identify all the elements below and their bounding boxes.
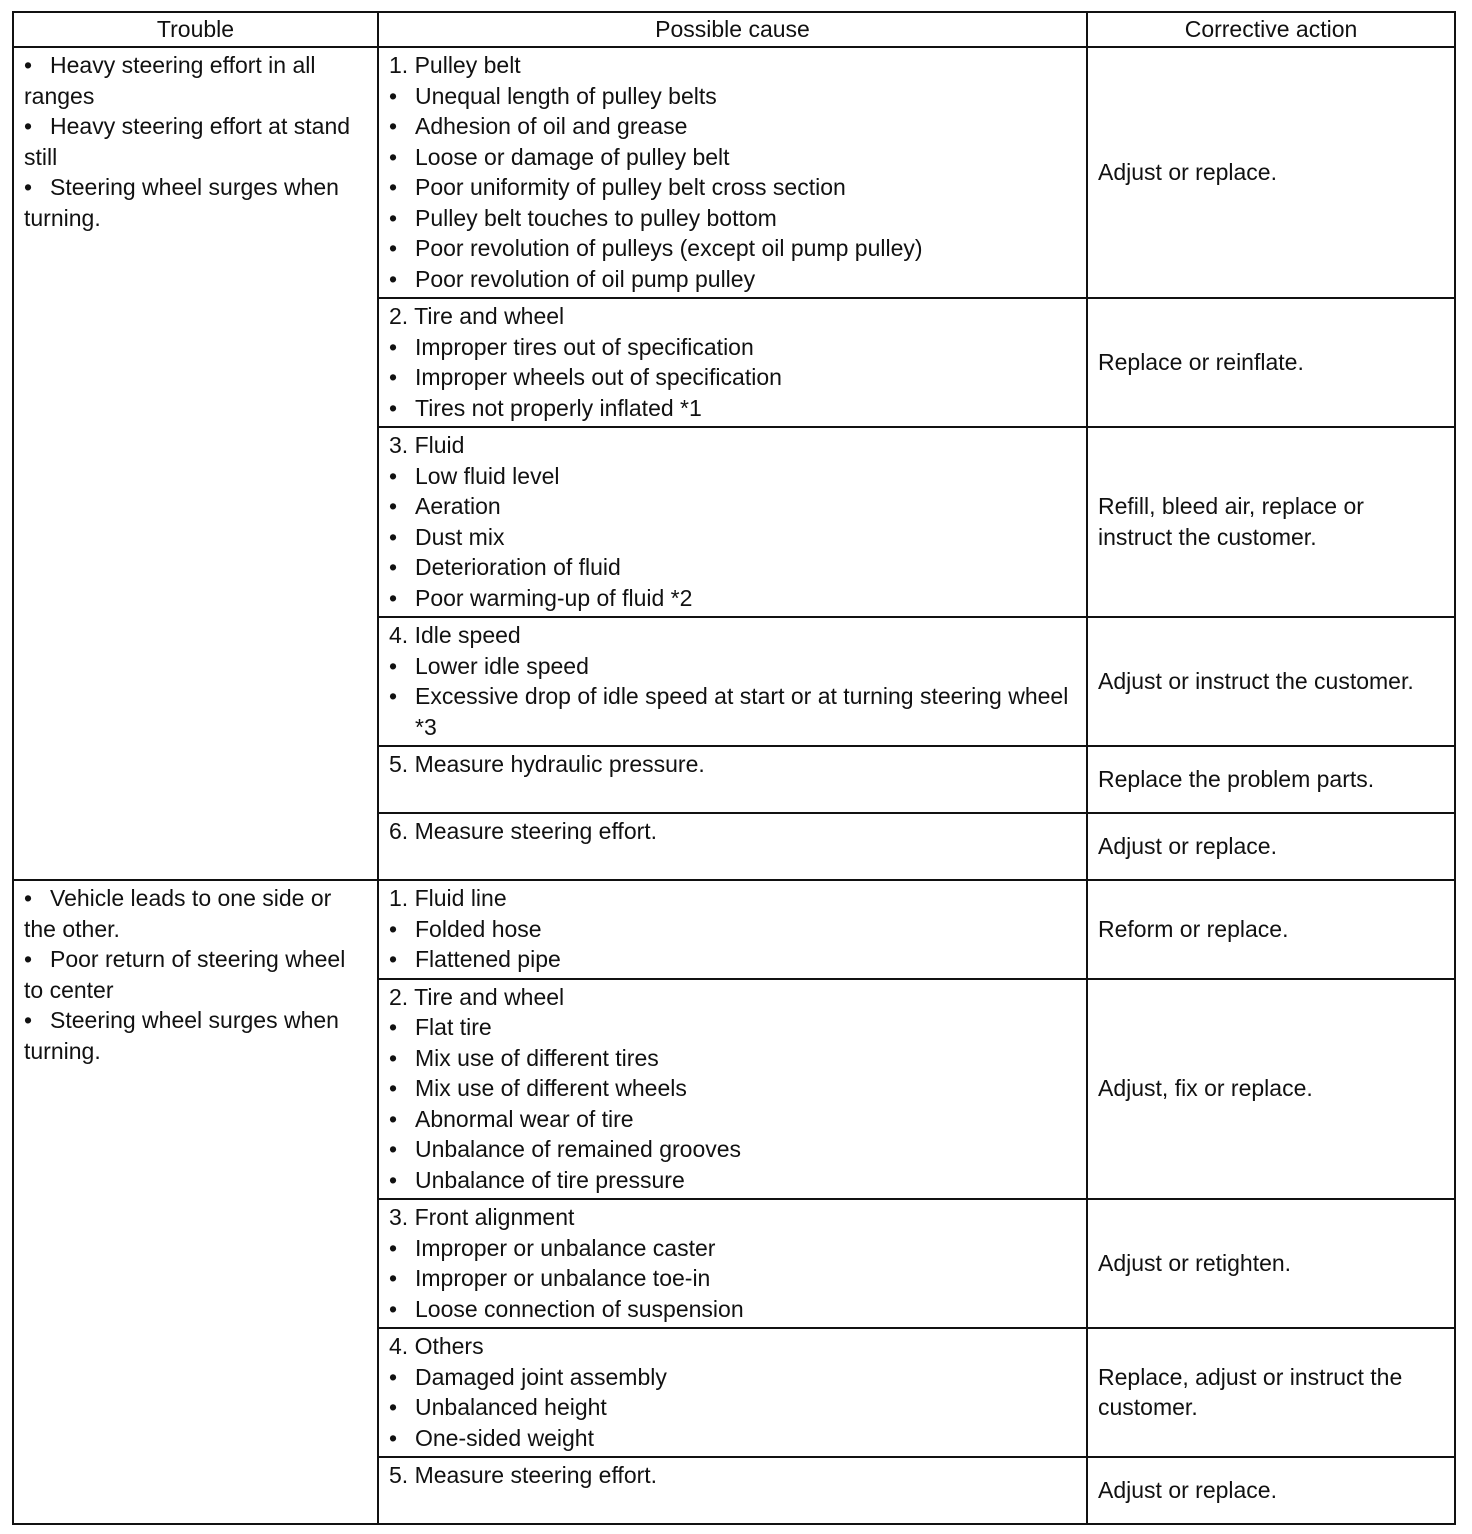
cause-item	[389, 1423, 1076, 1454]
cause-item	[389, 1012, 1076, 1043]
trouble-item	[24, 883, 367, 944]
cause-item	[389, 522, 1076, 553]
cause-item-text: Unbalance of tire pressure	[415, 1166, 685, 1193]
cause-item	[389, 1233, 1076, 1264]
corrective-action-cell: Replace the problem parts.	[1087, 746, 1455, 813]
bullet-icon: •	[389, 235, 398, 261]
cause-item-text: Poor revolution of pulleys (except oil pump pulley)	[415, 235, 923, 261]
cause-item	[389, 332, 1076, 363]
trouble-text: Steering wheel surges when turning.	[24, 174, 339, 231]
cause-item-text: Abnormal wear of tire	[415, 1105, 634, 1132]
bullet-icon: •	[24, 52, 33, 78]
cause-item-text: Unbalanced height	[415, 1394, 607, 1420]
cause-title: 3. Fluid	[389, 432, 465, 458]
bullet-icon: •	[389, 1234, 398, 1261]
cause-item	[389, 1294, 1076, 1325]
bullet-icon: •	[24, 946, 33, 972]
possible-cause-cell	[378, 1199, 1087, 1328]
trouble-item	[24, 1005, 367, 1066]
cause-item-text: Aeration	[415, 493, 501, 519]
cause-title: 3. Front alignment	[389, 1204, 575, 1230]
bullet-icon: •	[389, 683, 398, 709]
cause-item	[389, 1043, 1076, 1074]
cause-item-text: Tires not properly inflated *1	[415, 394, 702, 421]
trouble-cell	[13, 880, 378, 1524]
cause-item-text: Dust mix	[415, 523, 505, 550]
bullet-icon: •	[389, 462, 398, 489]
bullet-icon: •	[389, 1136, 398, 1162]
cause-item-text: Loose connection of suspension	[415, 1295, 744, 1322]
cause-item	[389, 362, 1076, 393]
bullet-icon: •	[389, 584, 398, 611]
corrective-action-cell: Adjust or replace.	[1087, 1457, 1455, 1524]
header-corrective-action: Corrective action	[1087, 12, 1455, 47]
header-row	[13, 12, 1455, 47]
cause-item-text: One-sided weight	[415, 1424, 594, 1451]
possible-cause-cell	[378, 979, 1087, 1200]
bullet-icon: •	[389, 1075, 398, 1101]
possible-cause-cell	[378, 427, 1087, 617]
trouble-text: Steering wheel surges when turning.	[24, 1007, 339, 1064]
cause-title: 1. Pulley belt	[389, 52, 521, 78]
cause-item	[389, 681, 1076, 742]
bullet-icon: •	[389, 1394, 398, 1420]
bullet-icon: •	[389, 394, 398, 421]
cause-item-text: Poor warming-up of fluid *2	[415, 584, 693, 611]
cause-item	[389, 1392, 1076, 1423]
corrective-action-cell: Replace or reinflate.	[1087, 298, 1455, 427]
cause-title: 4. Others	[389, 1333, 484, 1359]
cause-item-text: Folded hose	[415, 915, 542, 942]
cause-title: 5. Measure steering effort.	[389, 1462, 658, 1488]
cause-item-text: Improper or unbalance caster	[415, 1234, 716, 1261]
cause-item	[389, 203, 1076, 234]
bullet-icon: •	[389, 1363, 398, 1390]
cause-item	[389, 233, 1076, 264]
cause-item-text: Pulley belt touches to pulley bottom	[415, 204, 777, 231]
bullet-icon: •	[389, 554, 398, 580]
cause-item-text: Loose or damage of pulley belt	[415, 143, 730, 170]
trouble-item	[24, 50, 367, 111]
trouble-text: Vehicle leads to one side or the other.	[24, 885, 332, 942]
bullet-icon: •	[24, 113, 33, 139]
bullet-icon: •	[389, 364, 398, 390]
possible-cause-cell	[378, 298, 1087, 427]
cause-item	[389, 81, 1076, 112]
trouble-text: Heavy steering effort in all ranges	[24, 52, 316, 109]
cause-item	[389, 651, 1076, 682]
cause-item-text: Flat tire	[415, 1014, 492, 1040]
bullet-icon: •	[389, 143, 398, 170]
cause-item-text: Mix use of different tires	[415, 1044, 659, 1071]
header-possible-cause: Possible cause	[378, 12, 1087, 47]
corrective-action-cell: Refill, bleed air, replace or instruct the customer.	[1087, 427, 1455, 617]
bullet-icon: •	[389, 1265, 398, 1291]
cause-item	[389, 1134, 1076, 1165]
cause-title: 2. Tire and wheel	[389, 983, 565, 1010]
corrective-action-cell: Reform or replace.	[1087, 880, 1455, 979]
cause-item-text: Improper tires out of specification	[415, 333, 754, 360]
corrective-action-cell: Adjust or replace.	[1087, 47, 1455, 298]
cause-item-text: Lower idle speed	[415, 652, 589, 679]
cause-title: 6. Measure steering effort.	[389, 818, 658, 844]
bullet-icon: •	[389, 174, 398, 200]
cause-item-text: Damaged joint assembly	[415, 1363, 667, 1390]
trouble-cell	[13, 47, 378, 880]
troubleshooting-table	[12, 11, 1456, 1525]
table-row	[13, 880, 1455, 979]
cause-title: 2. Tire and wheel	[389, 303, 565, 329]
cause-item-text: Improper wheels out of specification	[415, 364, 782, 390]
bullet-icon: •	[389, 523, 398, 550]
bullet-icon: •	[389, 1105, 398, 1132]
cause-item	[389, 914, 1076, 945]
possible-cause-cell	[378, 880, 1087, 979]
possible-cause-cell	[378, 617, 1087, 746]
cause-item-text: Poor revolution of oil pump pulley	[415, 265, 756, 292]
cause-item	[389, 1073, 1076, 1104]
corrective-action-cell: Adjust, fix or replace.	[1087, 979, 1455, 1200]
bullet-icon: •	[389, 915, 398, 942]
cause-item	[389, 264, 1076, 295]
bullet-icon: •	[389, 1295, 398, 1322]
trouble-item	[24, 944, 367, 1005]
cause-item	[389, 944, 1076, 975]
cause-item	[389, 142, 1076, 173]
trouble-text: Poor return of steering wheel to center	[24, 946, 346, 1003]
bullet-icon: •	[389, 113, 398, 139]
bullet-icon: •	[24, 885, 33, 911]
possible-cause-cell	[378, 47, 1087, 298]
corrective-action-cell: Replace, adjust or instruct the customer.	[1087, 1328, 1455, 1457]
cause-item-text: Deterioration of fluid	[415, 554, 621, 580]
cause-item	[389, 461, 1076, 492]
bullet-icon: •	[389, 652, 398, 679]
trouble-text: Heavy steering effort at stand still	[24, 113, 351, 170]
cause-item-text: Unbalance of remained grooves	[415, 1136, 742, 1162]
cause-item	[389, 1104, 1076, 1135]
table-row	[13, 47, 1455, 298]
cause-title: 5. Measure hydraulic pressure.	[389, 751, 705, 777]
cause-item-text: Low fluid level	[415, 462, 560, 489]
cause-item	[389, 1165, 1076, 1196]
cause-item-text: Excessive drop of idle speed at start or at turning steering wheel *3	[415, 683, 1069, 740]
cause-item-text: Flattened pipe	[415, 946, 561, 972]
bullet-icon: •	[389, 204, 398, 231]
trouble-item	[24, 111, 367, 172]
cause-item	[389, 583, 1076, 614]
header-trouble: Trouble	[13, 12, 378, 47]
bullet-icon: •	[389, 1014, 398, 1040]
cause-item-text: Improper or unbalance toe-in	[415, 1265, 711, 1291]
bullet-icon: •	[389, 1044, 398, 1071]
cause-item-text: Poor uniformity of pulley belt cross section	[415, 174, 846, 200]
cause-item	[389, 172, 1076, 203]
cause-title: 1. Fluid line	[389, 885, 507, 911]
cause-item-text: Unequal length of pulley belts	[415, 82, 717, 109]
cause-item	[389, 491, 1076, 522]
possible-cause-cell	[378, 746, 1087, 813]
corrective-action-cell: Adjust or instruct the customer.	[1087, 617, 1455, 746]
bullet-icon: •	[24, 174, 33, 200]
cause-title: 4. Idle speed	[389, 622, 521, 648]
bullet-icon: •	[389, 265, 398, 292]
bullet-icon: •	[389, 493, 398, 519]
bullet-icon: •	[389, 1166, 398, 1193]
corrective-action-cell: Adjust or replace.	[1087, 813, 1455, 880]
bullet-icon: •	[389, 1424, 398, 1451]
cause-item	[389, 1362, 1076, 1393]
possible-cause-cell	[378, 1457, 1087, 1524]
table-body	[13, 47, 1455, 1524]
bullet-icon: •	[389, 946, 398, 972]
trouble-item	[24, 172, 367, 233]
cause-item-text: Mix use of different wheels	[415, 1075, 687, 1101]
cause-item	[389, 111, 1076, 142]
cause-item	[389, 1263, 1076, 1294]
possible-cause-cell	[378, 1328, 1087, 1457]
cause-item-text: Adhesion of oil and grease	[415, 113, 688, 139]
possible-cause-cell	[378, 813, 1087, 880]
bullet-icon: •	[389, 82, 398, 109]
bullet-icon: •	[389, 333, 398, 360]
bullet-icon: •	[24, 1007, 33, 1033]
cause-item	[389, 393, 1076, 424]
cause-item	[389, 552, 1076, 583]
corrective-action-cell: Adjust or retighten.	[1087, 1199, 1455, 1328]
